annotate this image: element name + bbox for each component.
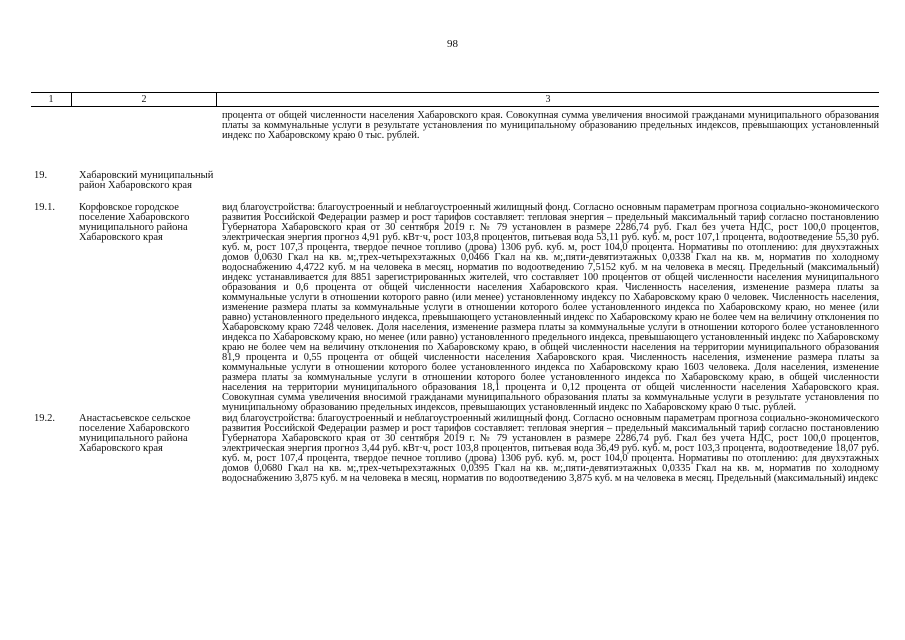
row-number: 19. bbox=[34, 170, 48, 181]
municipality-name: Корфовское городское поселение Хабаровского муниципального района Хабаровского края bbox=[79, 202, 190, 243]
table-header bbox=[31, 92, 879, 107]
municipality-name: Анастасьевское сельское поселение Хабаровского муниципального района Хабаровского края bbox=[79, 413, 191, 454]
table-body bbox=[31, 111, 879, 484]
page-number: 98 bbox=[447, 38, 458, 50]
header-col-2: 2 bbox=[71, 93, 216, 106]
row-number: 19.1. bbox=[34, 202, 55, 213]
table-row bbox=[31, 203, 879, 413]
row-text bbox=[222, 171, 879, 191]
row-text: вид благоустройства: благоустроенный и неблагоустроенный жилищный фонд. Согласно основным параметрам прогноза социально-экономического развития Российской Федерации размер и рост тарифов составляет: тепловая энергия – предельный максимальный тариф согласно постановлению Губернатора Хабаровского края от 30 сентября 2019 г. № 79 установлен в размере 2286,74 руб. Гкал без учета НДС, рост 100,0 процентов, электрическая энергия прогноз 4,91 руб. кВт·ч, рост 103,8 процентов, питьевая вода 53,11 руб. куб. м, рост 107,1 процента, водоотведение 55,30 руб. куб. м, рост 107,3 процента, твердое печное топливо (дрова) 1306 руб. куб. м, рост 104,0 процента. Нормативы по отоплению: для двухэтажных домов 0,0630 Гкал на кв. м;,трех-четырехэтажных 0,0466 Гкал на кв. м;,пяти-девятиэтажных 0,0338 Гкал на кв. м, норматив по холодному водоснабжению 4,4722 куб. м на человека в месяц, норматив по водоотведению 7,5152 куб. м на человека в месяц. Предельный (максимальный) индекс устанавливается для 8851 зарегистрированных жителей, что составляет 100 процентов от общей численности населения муниципального образования и 0,6 процента от общей численности населения Хабаровского края. Численность населения, изменение размера платы за коммунальные услуги в отношении которого равно (или менее) установленному индексу по Хабаровскому краю 0 человек. Численность населения, изменение размера платы за коммунальные услуги в отношении которого более установленного индекса по Хабаровскому краю, но менее (или равно) установленного предельного индекса, превышающего установленный индекс по Хабаровскому краю не более чем на величину отклонения по Хабаровскому краю 7248 человек. Доля населения, изменение размера платы за коммунальные услуги в отношении которого более установленного индекса по Хабаровскому краю, но менее (или равно) установленного предельного индекса, превышающего установленный индекс по Хабаровскому краю не более чем на величину отклонения по Хабаровскому краю, в общей численности населения на территории муниципального образования 81,9 процента и 0,55 процента от общей численности населения Хабаровского края. Численность населения, изменение размера платы за коммунальные услуги в отношении которого более установленного индекса по Хабаровскому краю 1603 человека. Доля населения, изменение размера платы за коммунальные услуги в отношении которого более установленного индекса по Хабаровскому краю, в общей численности населения на территории муниципального образования 18,1 процента и 0,12 процента от общей численности населения Хабаровского края. Совокупная сумма увеличения вносимой гражданами муниципального образования платы за коммунальные услуги в результате установления по муниципальному образованию предельных индексов, превышающих установленный индекс по Хабаровскому краю 0 тыс. рублей. bbox=[222, 202, 879, 413]
row-number: 19.2. bbox=[34, 413, 55, 424]
municipality-name: Хабаровский муниципальный район Хабаровского края bbox=[79, 170, 214, 191]
row-number bbox=[31, 111, 77, 141]
table-row bbox=[31, 111, 879, 141]
table-row bbox=[31, 414, 879, 484]
row-text: вид благоустройства: благоустроенный и неблагоустроенный жилищный фонд. Согласно основным параметрам прогноза социально-экономического развития Российской Федерации размер и рост тарифов составляет: тепловая энергия – предельный максимальный тариф согласно постановлению Губернатора Хабаровского края от 30 сентября 2019 г. № 79 установлен в размере 2286,74 руб. Гкал без учета НДС, рост 100,0 процентов, электрическая энергия прогноз 3,44 руб. кВт·ч, рост 103,8 процентов, питьевая вода 36,49 руб. куб. м, рост 103,3 процента, водоотведение 18,07 руб. куб. м, рост 107,4 процента, твердое печное топливо (дрова) 1306 руб. куб. м, рост 104,0 процента. Нормативы по отоплению: для двухэтажных домов 0,0680 Гкал на кв. м;,трех-четырехэтажных 0,0395 Гкал на кв. м;,пяти-девятиэтажных 0,0335 Гкал на кв. м, норматив по холодному водоснабжению 3,875 куб. м на человека в месяц, норматив по водоотведению 3,875 куб. м на человека в месяц. Предельный (максимальный) индекс bbox=[222, 413, 879, 484]
municipality-name bbox=[77, 111, 219, 141]
header-col-1: 1 bbox=[48, 94, 54, 105]
row-text: процента от общей численности населения Хабаровского края. Совокупная сумма увеличения вносимой гражданами муниципального образования платы за коммунальные услуги в результате установления по муниципальному образованию предельных индексов, превышающих установленный индекс по Хабаровскому краю 0 тыс. рублей. bbox=[222, 110, 879, 141]
header-col-3: 3 bbox=[216, 93, 879, 106]
table-row bbox=[31, 171, 879, 191]
